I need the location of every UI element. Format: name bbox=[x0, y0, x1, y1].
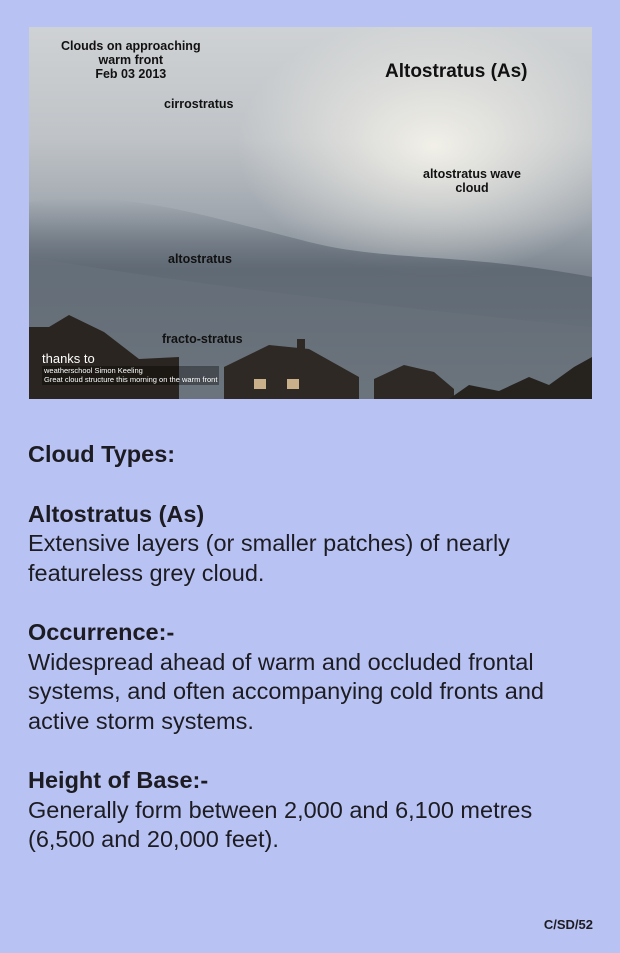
height-heading: Height of Base:- bbox=[28, 767, 209, 793]
caption-line-2: warm front bbox=[98, 52, 164, 67]
credit-thanks: thanks to bbox=[42, 350, 95, 366]
description-text: Extensive layers (or smaller patches) of nearly featureless grey cloud. bbox=[28, 530, 510, 586]
height-text: Generally form between 2,000 and 6,100 metres (6,500 and 20,000 feet). bbox=[28, 796, 533, 852]
label-wave-cloud bbox=[423, 168, 521, 196]
label-wave-line-1: altostratus wave bbox=[423, 167, 521, 181]
label-altostratus: altostratus bbox=[168, 252, 232, 266]
photo-title: Altostratus (As) bbox=[385, 61, 528, 82]
section-heading: Cloud Types: bbox=[28, 441, 176, 467]
photo-credit bbox=[42, 351, 219, 386]
info-text bbox=[28, 440, 598, 855]
cloud-name-heading: Altostratus (As) bbox=[28, 500, 205, 527]
cloud-photo bbox=[29, 27, 592, 399]
caption-line-1: Clouds on approaching bbox=[61, 39, 201, 53]
caption-block bbox=[61, 40, 201, 81]
label-cirrostratus: cirrostratus bbox=[164, 97, 234, 111]
occurrence-text: Widespread ahead of warm and occluded frontal systems, and often accompanying cold fronts and active storm systems. bbox=[28, 648, 544, 734]
caption-line-3: Feb 03 2013 bbox=[95, 66, 167, 81]
reference-code: C/SD/52 bbox=[543, 917, 593, 932]
label-wave-line-2: cloud bbox=[455, 180, 489, 195]
credit-note: Great cloud structure this morning on the warm front bbox=[44, 375, 218, 385]
occurrence-heading: Occurrence:- bbox=[28, 619, 175, 645]
credit-source: weatherschool Simon Keeling bbox=[42, 366, 219, 376]
label-fracto-stratus: fracto-stratus bbox=[162, 332, 243, 346]
